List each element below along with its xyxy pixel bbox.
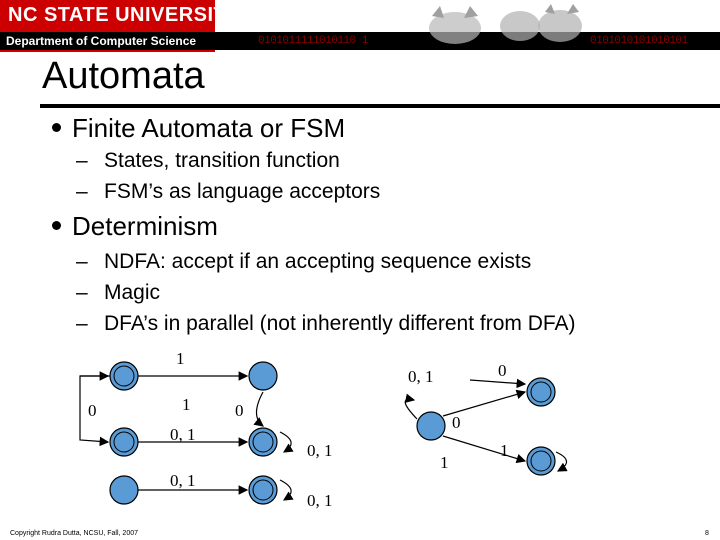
sub-bullet-text: States, transition function: [104, 149, 340, 172]
dash-icon: –: [76, 312, 88, 335]
state-mid-right: [249, 428, 277, 456]
sub-bullet-text: NDFA: accept if an accepting sequence exists: [104, 250, 532, 273]
nfa-edge-0-top: [470, 380, 525, 384]
label-01-loop: 0, 1: [307, 441, 333, 460]
label-01-low: 0, 1: [170, 471, 196, 490]
nfa-state-b: [527, 378, 555, 406]
sub-bullet-parallel: [76, 312, 576, 336]
loop-01-right: [280, 432, 291, 452]
label-01-bottom-loop: 0, 1: [307, 491, 333, 510]
bullet-dot-icon: [52, 221, 61, 230]
binary-decoration-right: 0101010101010101: [590, 35, 688, 47]
nfa-state-a: [417, 412, 445, 440]
nfa-label-0-top: 0: [498, 361, 507, 380]
title-underline: [40, 104, 720, 108]
label-01-mid: 0, 1: [170, 425, 196, 444]
page-number: 8: [705, 530, 709, 537]
university-name: NC STATE UNIVERSITY: [8, 4, 241, 26]
sub-bullet-text: Magic: [104, 281, 161, 304]
nfa-label-0: 0: [452, 413, 461, 432]
nfa-label-1b: 1: [500, 441, 509, 460]
bullet-dot-icon: [52, 123, 61, 132]
bullet-text: Determinism: [72, 211, 218, 241]
nfa-label-1a: 1: [440, 453, 449, 472]
state-top-right: [249, 362, 277, 390]
sub-bullet-magic: [76, 281, 161, 305]
dash-icon: –: [76, 180, 88, 203]
nfa-state-c: [527, 447, 555, 475]
label-1-top: 1: [176, 349, 185, 368]
dash-icon: –: [76, 250, 88, 273]
sub-bullet-text: FSM’s as language acceptors: [104, 180, 381, 203]
nfa-loop-1: [556, 452, 567, 471]
nfa-label-01: 0, 1: [408, 367, 434, 386]
bullet-text: Finite Automata or FSM: [72, 113, 346, 143]
state-start: [110, 362, 138, 390]
edge-0-right: [257, 392, 264, 426]
dash-icon: –: [76, 281, 88, 304]
slide-title: Automata: [42, 55, 205, 97]
department-name: Department of Computer Science: [6, 34, 197, 48]
sub-bullet-ndfa: [76, 250, 532, 274]
wolf-mascot-icon: [420, 2, 490, 48]
label-1-mid: 1: [182, 395, 191, 414]
wolf-pack-icon: [495, 2, 590, 48]
header-banner: [0, 0, 720, 52]
loop-01-bottom: [280, 480, 291, 500]
label-0-mid: 0: [235, 401, 244, 420]
state-bottom-left: [110, 476, 138, 504]
sub-bullet-states: [76, 149, 340, 173]
sub-bullet-text: DFA’s in parallel (not inherently different from DFA): [104, 312, 576, 335]
state-bottom-right: [249, 476, 277, 504]
binary-decoration-left: 0101011111010110 1: [258, 35, 368, 47]
bullet-finite-automata: [72, 113, 345, 144]
nfa-edge-1: [443, 436, 525, 461]
sub-bullet-acceptors: [76, 180, 381, 204]
automata-diagram: [0, 340, 720, 540]
dash-icon: –: [76, 149, 88, 172]
label-0-left: 0: [88, 401, 97, 420]
bullet-determinism: [72, 211, 218, 242]
copyright-footer: Copyright Rudra Dutta, NCSU, Fall, 2007: [10, 530, 138, 537]
state-mid-left: [110, 428, 138, 456]
nfa-loop-01: [405, 399, 417, 419]
